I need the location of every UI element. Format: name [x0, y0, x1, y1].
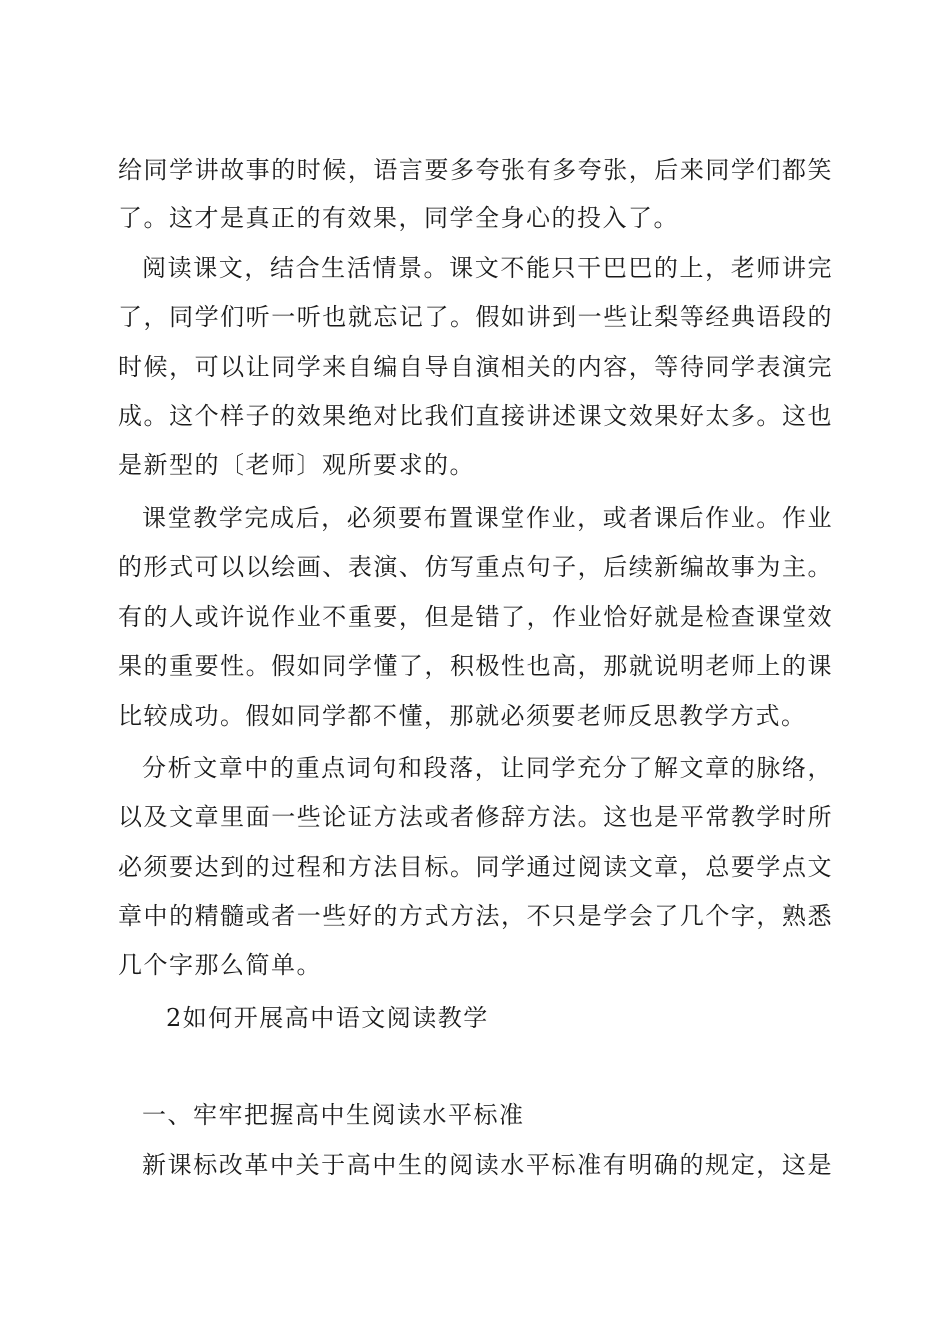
text-line: 了。这才是真正的有效果，同学全身心的投入了。 [118, 204, 679, 232]
section-heading: 2如何开展高中语文阅读教学 [166, 1004, 489, 1032]
text-line: 给同学讲故事的时候，语言要多夸张有多夸张，后来同学们都笑 [118, 156, 833, 184]
text-line: 以及文章里面一些论证方法或者修辞方法。这也是平常教学时所 [118, 803, 833, 831]
paragraph-first-line: 阅读课文，结合生活情景。课文不能只干巴巴的上，老师讲完 [142, 254, 833, 282]
text-line: 的形式可以以绘画、表演、仿写重点句子，后续新编故事为主。 [118, 553, 833, 581]
text-line: 时候，可以让同学来自编自导自演相关的内容，等待同学表演完 [118, 353, 833, 381]
paragraph-first-line: 新课标改革中关于高中生的阅读水平标准有明确的规定，这是 [142, 1151, 833, 1179]
paragraph-first-line: 分析文章中的重点词句和段落，让同学充分了解文章的脉络， [142, 754, 833, 782]
text-line: 必须要达到的过程和方法目标。同学通过阅读文章，总要学点文 [118, 853, 833, 881]
text-line: 了，同学们听一听也就忘记了。假如讲到一些让梨等经典语段的 [118, 303, 833, 331]
text-line: 章中的精髓或者一些好的方式方法，不只是学会了几个字，熟悉 [118, 902, 833, 930]
text-line: 比较成功。假如同学都不懂，那就必须要老师反思教学方式。 [118, 702, 807, 730]
text-line: 是新型的〔老师〕观所要求的。 [118, 451, 475, 479]
paragraph-first-line: 课堂教学完成后，必须要布置课堂作业，或者课后作业。作业 [142, 504, 833, 532]
subsection-heading: 一、牢牢把握高中生阅读水平标准 [142, 1101, 525, 1129]
text-line: 成。这个样子的效果绝对比我们直接讲述课文效果好太多。这也 [118, 402, 833, 430]
text-line: 果的重要性。假如同学懂了，积极性也高，那就说明老师上的课 [118, 652, 833, 680]
text-line: 几个字那么简单。 [118, 951, 322, 979]
text-line: 有的人或许说作业不重要，但是错了，作业恰好就是检查课堂效 [118, 603, 833, 631]
